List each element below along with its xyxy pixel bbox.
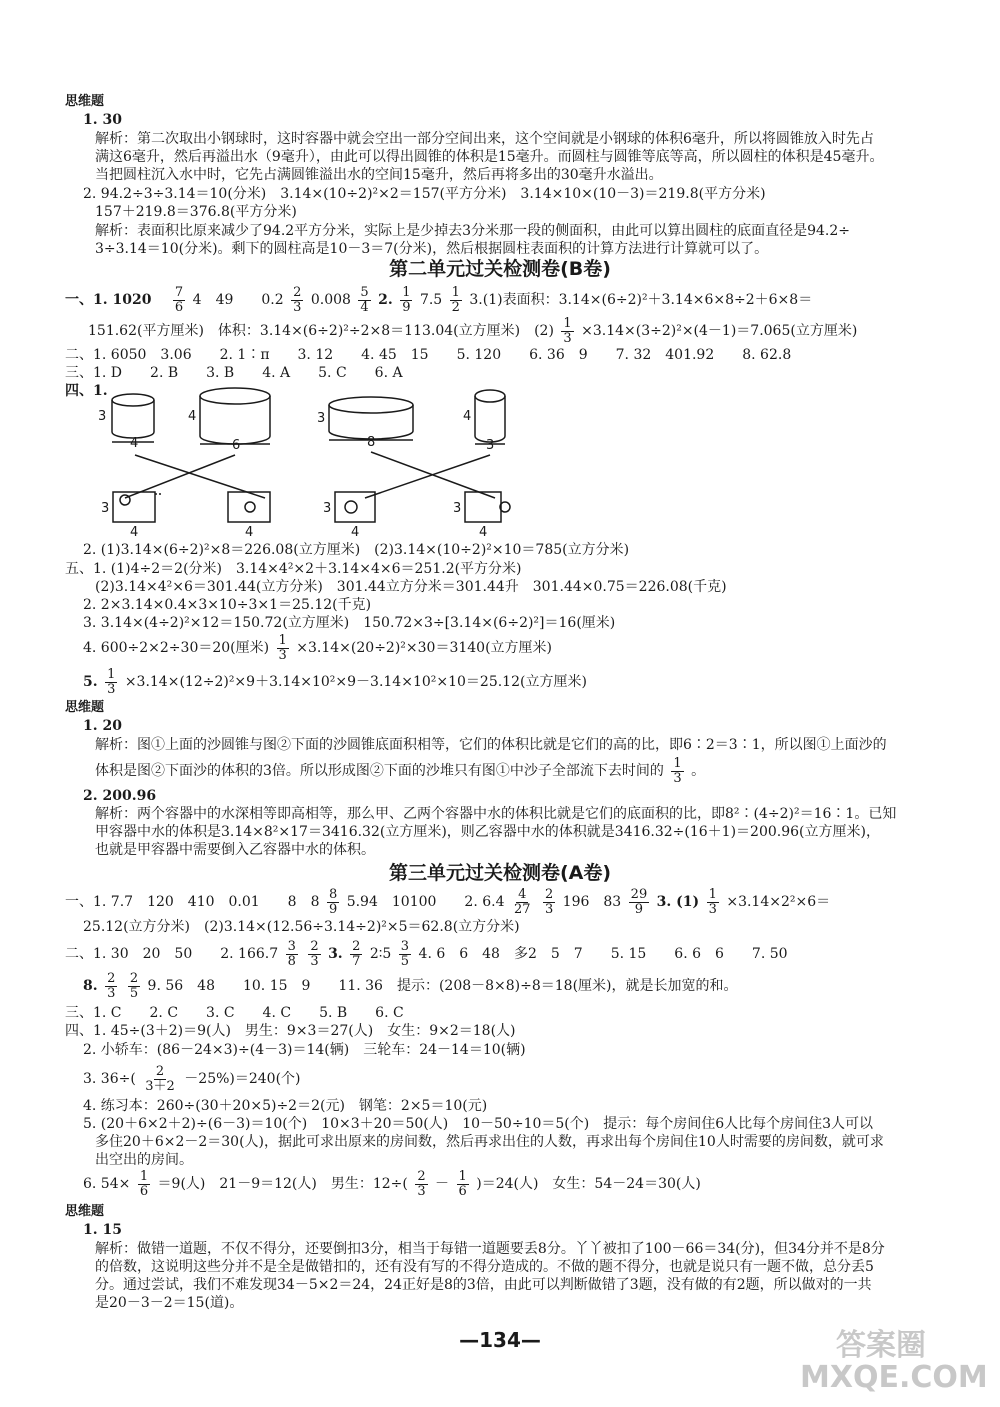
figure-label: 4 bbox=[130, 436, 139, 451]
explanation-line: 当把圆柱沉入水中时，它先占满圆锥溢出水的空间15毫升，然后再将多出的30毫升水溢出。 bbox=[95, 167, 663, 183]
answer-line: 2. 94.2÷3÷3.14＝10(分米) 3.14×(10÷2)²×2＝157(平方分米) 3.14×10×(10－3)＝219.8(平方分米) bbox=[83, 186, 766, 202]
explanation-line: 3÷3.14＝10(分米)。剩下的圆柱高是10－3＝7(分米)，然后根据圆柱表面积的计算方法进行计算就可以了。 bbox=[95, 241, 769, 257]
net-rectangle bbox=[465, 492, 501, 522]
cylinder-matching-figure bbox=[95, 380, 535, 542]
answer-line: 二、1. 30 20 50 2. 166.7 $\frac{3}{8}$ $\frac{2}{3}$ 3. $\frac{2}{7}$ 2∶5 $\frac{3}{5}$ 4. 6 6 48 多2 5 7 5. 15 6. 6 6 7. 50 bbox=[65, 938, 788, 969]
answer-line: 一、1. 7.7 120 410 0.01 8 8 $\frac{8}{9}$ 5.94 10100 2. 6.4 $\frac{4}{27}$ $\frac{2}{3}$ 196 83 $\frac{29}{9}$ 3. (1) $\frac{1}{3}$ ×3.14×2²×6＝ bbox=[65, 886, 831, 917]
watermark-logo: 答案圈 bbox=[836, 1328, 926, 1363]
section-title-unit3-a: 第三单元过关检测卷(A卷) bbox=[388, 862, 612, 884]
answer-line: 157＋219.8＝376.8(平方分米) bbox=[95, 204, 297, 220]
net-rectangle bbox=[113, 492, 155, 522]
explanation-line: 解析：做错一道题，不仅不得分，还要倒扣3分，相当于每错一道题要丢8分。丫丫被扣了100－66＝34(分)，但34分并不是8分 bbox=[95, 1241, 885, 1257]
figure-label: 4 bbox=[130, 525, 139, 540]
section-heading-thinking: 思维题 bbox=[65, 700, 105, 715]
explanation-line: 满这6毫升，然后再溢出水（9毫升），由此可以得出圆锥的体积是15毫升。而圆柱与圆锥等底等高，所以圆柱的体积是45毫升。 bbox=[95, 149, 884, 165]
fraction: $\frac{1}{3}$ bbox=[708, 886, 717, 917]
explanation-line: 分。通过尝试，我们不难发现34－5×2＝24，24正好是8的3倍，由此可以判断做错了3题，没有做的有2题，所以做对的一共 bbox=[95, 1277, 872, 1293]
watermark-url: MXQE.COM bbox=[800, 1360, 988, 1395]
answer-line: 三、1. D 2. B 3. B 4. A 5. C 6. A bbox=[65, 365, 403, 381]
fraction: $\frac{2}{3}$ bbox=[417, 1168, 426, 1199]
figure-label: 3 bbox=[101, 501, 110, 516]
figure-label: 6 bbox=[232, 438, 241, 453]
section-title-unit2-b: 第二单元过关检测卷(B卷) bbox=[389, 258, 611, 280]
fraction: $\frac{5}{4}$ bbox=[360, 284, 369, 315]
answer-line: 1. 15 bbox=[83, 1222, 122, 1238]
fraction: $\frac{8}{9}$ bbox=[328, 886, 338, 917]
fraction: $\frac{3}{8}$ bbox=[287, 938, 296, 969]
explanation-line: 出空出的房间。 bbox=[95, 1152, 193, 1168]
answer-line: (2)3.14×4²×6＝301.44(立方分米) 301.44立方分米＝301.44升 301.44×0.75＝226.08(千克) bbox=[95, 579, 727, 595]
figure-label: 3 bbox=[98, 409, 107, 424]
answer-line: 1. 20 bbox=[83, 718, 122, 734]
answer-line: 5. $\frac{1}{3}$ ×3.14×(12÷2)²×9＋3.14×10²×9－3.14×10²×10＝25.12(立方厘米) bbox=[83, 666, 587, 697]
explanation-line: 解析：第二次取出小钢球时，这时容器中就会空出一部分空间出来，这个空间就是小钢球的体积6毫升，所以将圆锥放入时先占 bbox=[95, 131, 874, 147]
fraction: $\frac{2}{3}$ bbox=[544, 886, 554, 917]
answer-line: 2. (1)3.14×(6÷2)²×8＝226.08(立方厘米) (2)3.14×(10÷2)²×10＝785(立方分米) bbox=[83, 542, 630, 558]
figure-label: 4 bbox=[245, 525, 254, 540]
fraction: $\frac{1}{6}$ bbox=[139, 1168, 149, 1199]
figure-label: 3 bbox=[453, 501, 462, 516]
fraction: $\frac{1}{3}$ bbox=[278, 632, 287, 663]
fraction: $\frac{3}{5}$ bbox=[400, 938, 410, 969]
section-heading-thinking: 思维题 bbox=[65, 94, 105, 109]
explanation-line: 的倍数，这说明这些分并不是全是做错扣的，还有没有写的不得分造成的。不做的题不得分，也就是说只有一题不做，总分丢5 bbox=[95, 1259, 874, 1275]
answer-line: 5. (20＋6×2＋2)÷(6－3)＝10(个) 10×3＋20＝50(人) 10－50÷10＝5(个) 提示：每个房间住6人比每个房间住3人可以 bbox=[83, 1116, 874, 1132]
cylinder-shape bbox=[475, 390, 505, 402]
fraction: $\frac{2}{7}$ bbox=[352, 938, 361, 969]
answer-line: 二、1. 6050 3.06 2. 1∶π 3. 12 4. 45 15 5. 120 6. 36 9 7. 32 401.92 8. 62.8 bbox=[65, 347, 792, 363]
explanation-line: 体积是图②下面沙的体积的3倍。所以形成图②下面的沙堆只有图①中沙子全部流下去时间的 $\frac{1}{3}$ 。 bbox=[95, 755, 706, 786]
explanation-line: 多住20＋6×2－2＝30(人)，据此可求出原来的房间数，然后再求出住的人数，再求出每个房间住10人时需要的房间数，就可求 bbox=[95, 1134, 884, 1150]
cylinder-shape bbox=[329, 397, 413, 413]
fraction: $\frac{1}{6}$ bbox=[458, 1168, 467, 1199]
figure-label: 3 bbox=[323, 501, 332, 516]
fraction: $\frac{7}{6}$ bbox=[174, 284, 184, 315]
answer-line: 4. 600÷2×2÷30＝20(厘米) $\frac{1}{3}$ ×3.14×(20÷2)²×30＝3140(立方厘米) bbox=[83, 632, 552, 663]
explanation-line: 是20－3－2＝15(道)。 bbox=[95, 1295, 244, 1311]
answer-line: 4. 练习本：260÷(30＋20×5)÷2＝2(元) 钢笔：2×5＝10(元) bbox=[83, 1098, 488, 1114]
answer-line: 3. 36÷( $\frac{2}{3+2}$ －25%)＝240(个) bbox=[83, 1063, 301, 1094]
fraction: $\frac{1}{2}$ bbox=[451, 284, 460, 315]
fraction: $\frac{2}{3+2}$ bbox=[145, 1063, 175, 1094]
explanation-line: 也就是甲容器中需要倒入乙容器中水的体积。 bbox=[95, 842, 375, 858]
figure-label: 3 bbox=[317, 411, 326, 426]
figure-label: 4 bbox=[479, 525, 488, 540]
answer-line: 151.62(平方厘米) 体积：3.14×(6÷2)²÷2×8＝113.04(立方厘米) (2) $\frac{1}{3}$ ×3.14×(3÷2)²×(4－1)＝7.065(立方厘米) bbox=[88, 315, 858, 346]
answer-line: 四、1. bbox=[65, 383, 108, 399]
answer-line: 6. 54× $\frac{1}{6}$ ＝9(人) 21－9＝12(人) 男生：12÷( $\frac{2}{3}$ － $\frac{1}{6}$ )＝24(人) 女生：54－24＝30(人) bbox=[83, 1168, 701, 1199]
fraction: $\frac{2}{3}$ bbox=[107, 970, 116, 1001]
net-rectangle bbox=[228, 492, 270, 522]
explanation-line: 解析：表面积比原来减少了94.2平方分米，实际上是少掉去3分米那一段的侧面积，由此可以算出圆柱的底面直径是94.2÷ bbox=[95, 223, 850, 239]
explanation-line: 甲容器中水的体积是3.14×8²×17＝3416.32(立方厘米)，则乙容器中水的体积就是3416.32÷(16＋1)＝200.96(立方厘米)， bbox=[95, 824, 880, 840]
explanation-line: 解析：两个容器中的水深相等即高相等，那么甲、乙两个容器中水的体积比就是它们的底面积的比，即8²∶(4÷2)²＝16∶1。已知 bbox=[95, 806, 897, 822]
explanation-line: 解析：图①上面的沙圆锥与图②下面的沙圆锥底面积相等，它们的体积比就是它们的高的比，即6∶2＝3∶1，所以图①上面沙的 bbox=[95, 737, 887, 753]
figure-label: 4 bbox=[188, 409, 197, 424]
figure-label: 4 bbox=[463, 409, 472, 424]
answer-line: 三、1. C 2. C 3. C 4. C 5. B 6. C bbox=[65, 1005, 404, 1021]
answer-line: 3. 3.14×(4÷2)²×12＝150.72(立方厘米) 150.72×3÷[3.14×(6÷2)²]＝16(厘米) bbox=[83, 615, 616, 631]
fraction: $\frac{4}{27}$ bbox=[513, 886, 531, 917]
cylinder-shape bbox=[200, 388, 270, 404]
fraction: $\frac{1}{9}$ bbox=[402, 284, 411, 315]
fraction: $\frac{2}{3}$ bbox=[310, 938, 319, 969]
figure-label: 3 bbox=[486, 438, 495, 453]
fraction: $\frac{29}{9}$ bbox=[630, 886, 648, 917]
answer-line: 四、1. 45÷(3＋2)＝9(人) 男生：9×3＝27(人) 女生：9×2＝18(人) bbox=[65, 1023, 516, 1039]
answer-line: 1. 30 bbox=[83, 112, 122, 128]
figure-label: 4 bbox=[351, 525, 360, 540]
fraction: $\frac{1}{3}$ bbox=[107, 666, 116, 697]
fraction: $\frac{1}{3}$ bbox=[563, 315, 572, 346]
answer-line: 五、1. (1)4÷2＝2(分米) 3.14×4²×2＋3.14×4×6＝251.2(平方分米) bbox=[65, 561, 522, 577]
answer-line: 8. $\frac{2}{3}$ $\frac{2}{5}$ 9. 56 48 10. 15 9 11. 36 提示：(208－8×8)÷8＝18(厘米)，就是长加宽的和。 bbox=[83, 970, 738, 1001]
answer-line: 2. 2×3.14×0.4×3×10÷3×1＝25.12(千克) bbox=[83, 597, 372, 613]
figure-label: 8 bbox=[367, 435, 376, 450]
answer-line: 2. 200.96 bbox=[83, 788, 157, 804]
fraction: $\frac{2}{3}$ bbox=[293, 284, 302, 315]
answer-line: 25.12(立方分米) (2)3.14×(12.56÷3.14÷2)²×5＝62.8(立方分米) bbox=[83, 919, 520, 935]
answer-line: 一、1. 1020 $\frac{7}{6}$ 4 49 0.2 $\frac{2}{3}$ 0.008 $\frac{5}{4}$ 2. $\frac{1}{9}$ 7.5 $\frac{1}{2}$ 3.(1)表面积：3.14×(6÷2)²＋3.14×6×8÷2＋6×8＝ bbox=[65, 284, 813, 315]
answer-line: 2. 小轿车：(86－24×3)÷(4－3)＝14(辆) 三轮车：24－14＝10(辆) bbox=[83, 1042, 526, 1058]
cylinder-shape bbox=[112, 394, 154, 406]
fraction: $\frac{1}{3}$ bbox=[673, 755, 682, 786]
page-number: —134— bbox=[459, 1328, 541, 1352]
section-heading-thinking: 思维题 bbox=[65, 1204, 105, 1219]
fraction: $\frac{2}{5}$ bbox=[129, 970, 139, 1001]
